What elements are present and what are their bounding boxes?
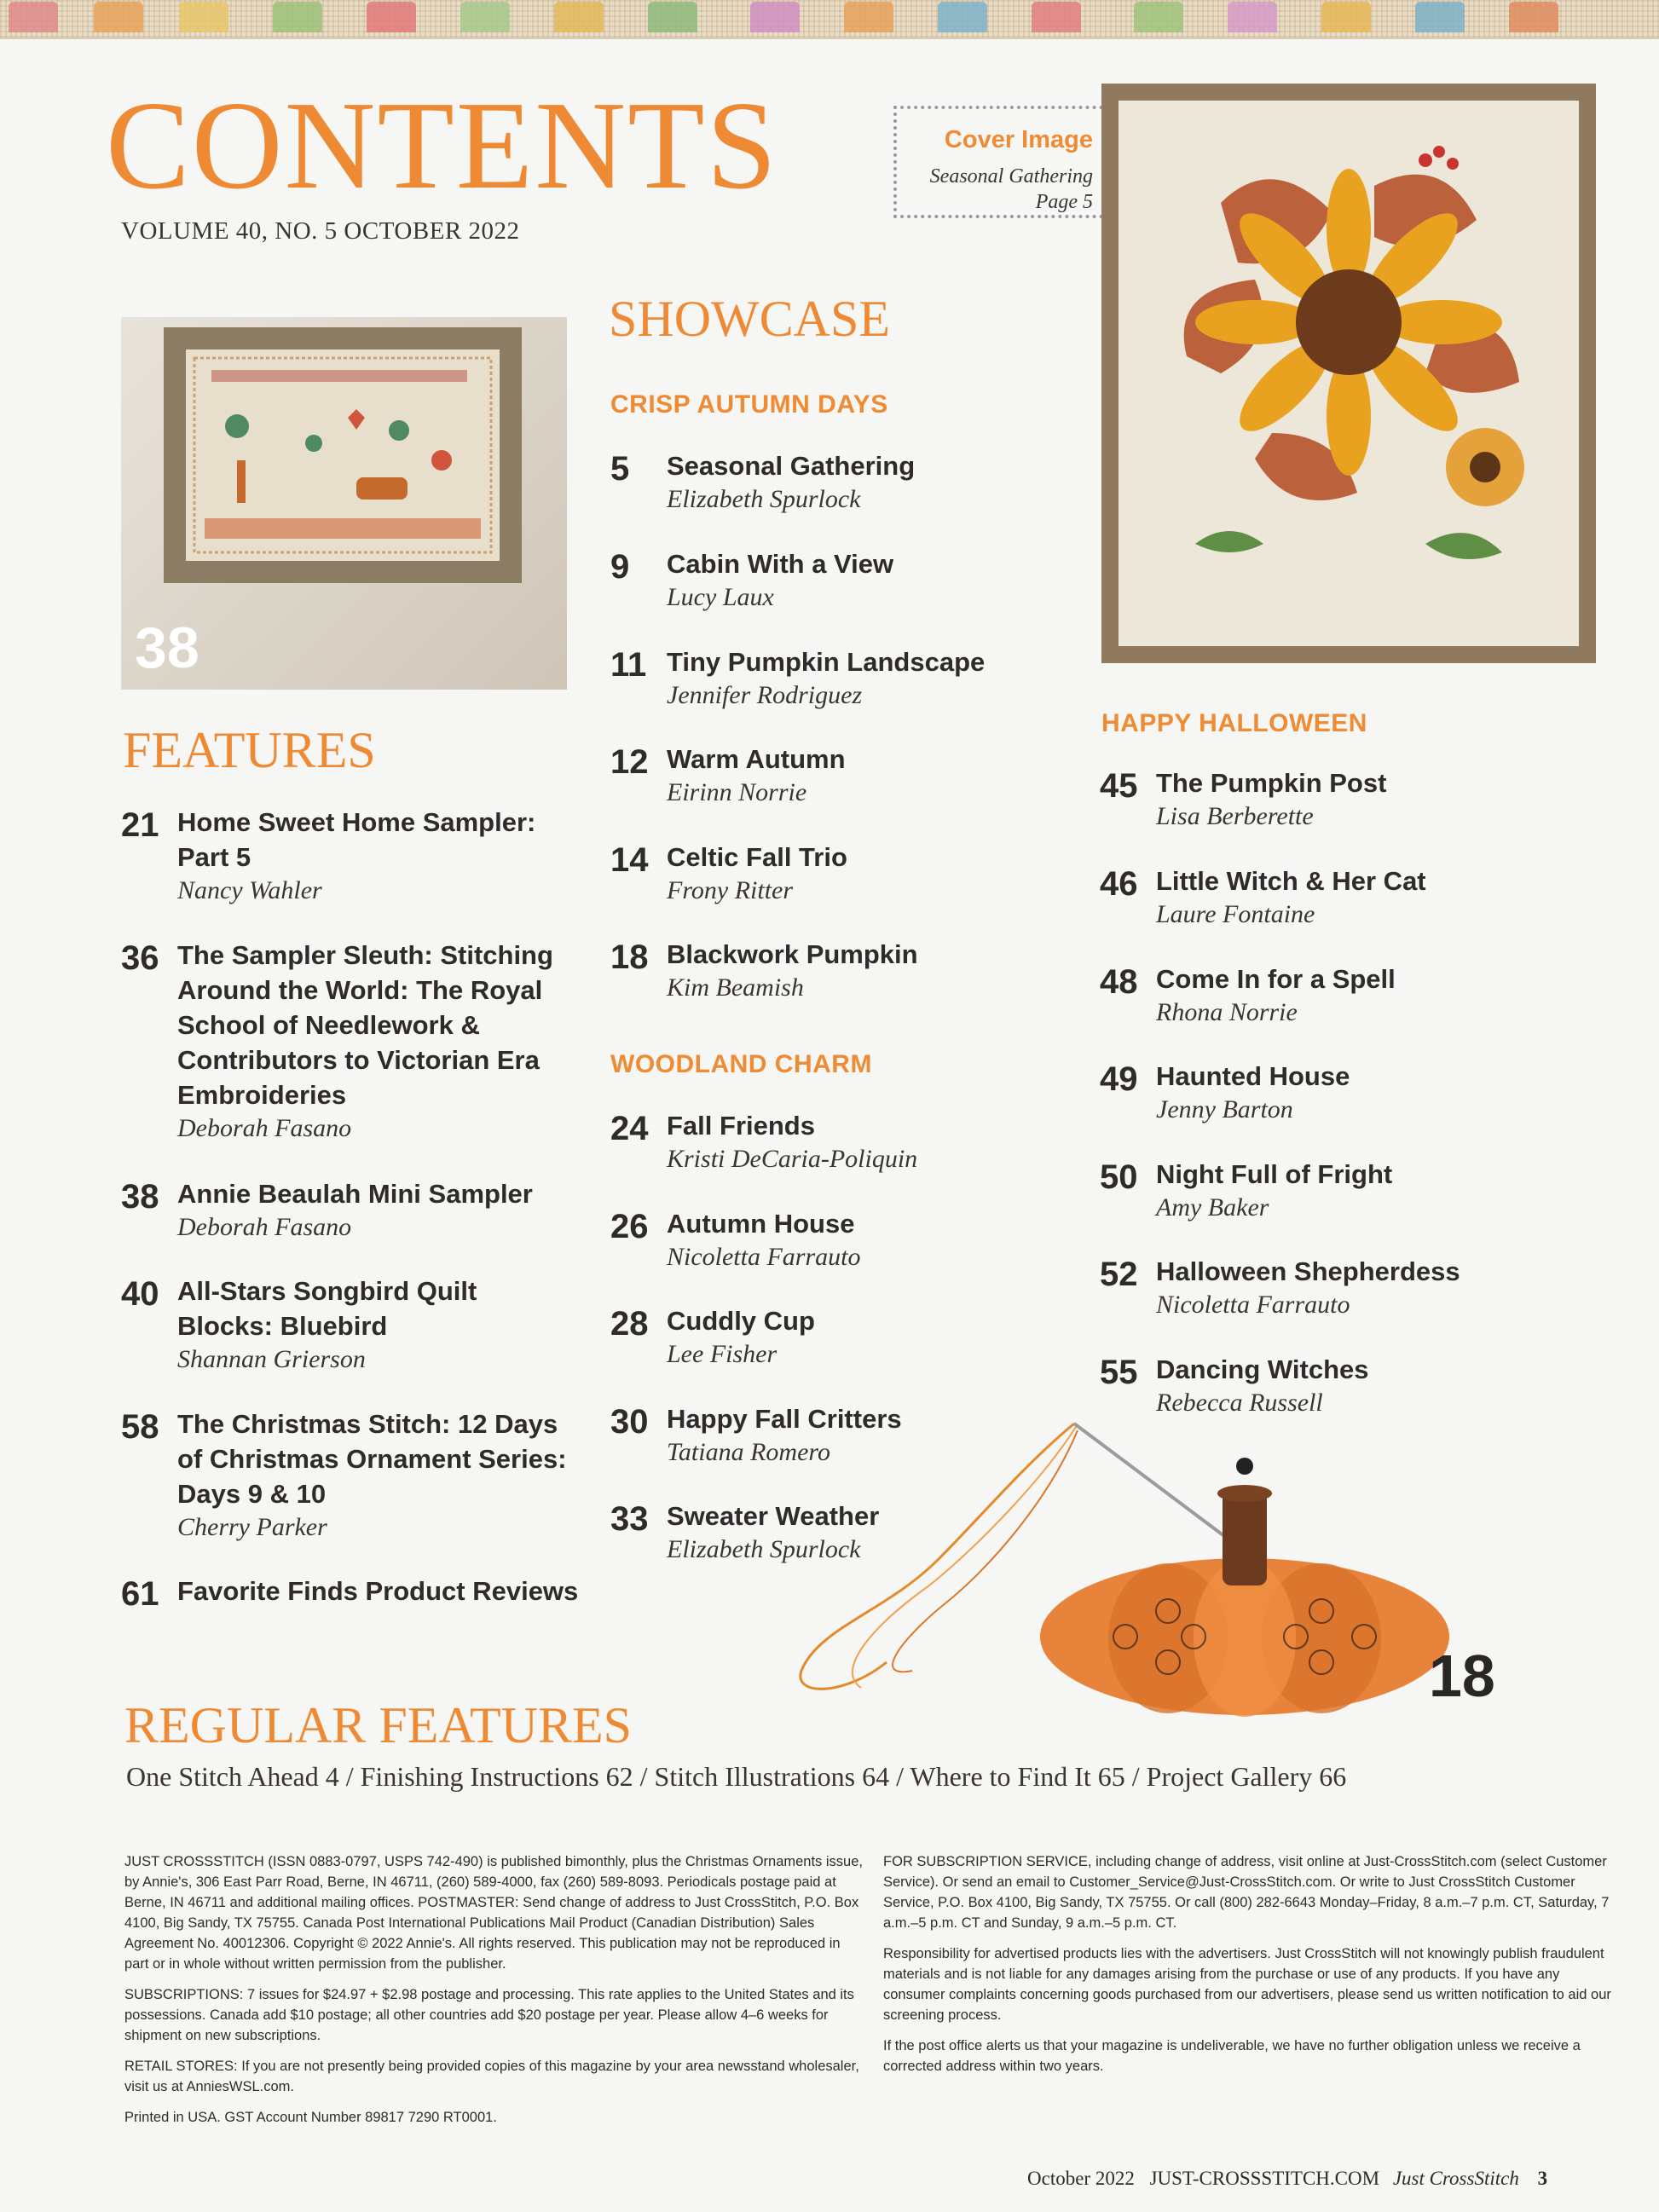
toc-title: Happy Fall Critters	[667, 1404, 902, 1434]
stitch-motif	[94, 2, 143, 32]
cover-project-title: Seasonal Gathering	[929, 165, 1093, 188]
stitch-motif	[273, 2, 322, 32]
cross-stitch-border-strip	[0, 0, 1659, 39]
toc-author: Elizabeth Spurlock	[667, 485, 861, 513]
happy-halloween-heading: HAPPY HALLOWEEN	[1101, 709, 1367, 737]
toc-entry[interactable]	[610, 1303, 1054, 1369]
page-title: CONTENTS	[106, 76, 778, 216]
toc-page-number: 49	[1100, 1060, 1138, 1098]
toc-title: Favorite Finds Product Reviews	[177, 1576, 579, 1606]
toc-title: Cabin With a View	[667, 549, 894, 579]
retail-stores-info: RETAIL STORES: If you are not presently being provided copies of this magazine by your area newsstand wholesaler, visit us at AnniesWSL.com.	[124, 2059, 859, 2094]
toc-page-number: 58	[121, 1408, 159, 1446]
footer-website: JUST-CROSSSTITCH.COM	[1149, 2168, 1380, 2189]
toc-author: Nicoletta Farrauto	[667, 1243, 861, 1271]
toc-page-number: 52	[1100, 1256, 1138, 1293]
stitch-motif	[179, 2, 228, 32]
toc-author: Frony Ritter	[667, 876, 794, 904]
toc-title: Tiny Pumpkin Landscape	[667, 647, 986, 677]
toc-author: Kim Beamish	[667, 973, 804, 1002]
toc-page-number: 12	[610, 743, 649, 781]
toc-author: Rhona Norrie	[1156, 998, 1298, 1026]
toc-title: The Christmas Stitch: 12 Days of Christmas Ornament Series: Days 9 & 10	[177, 1409, 567, 1509]
toc-entry[interactable]	[1100, 765, 1577, 831]
toc-page-number: 28	[610, 1305, 649, 1343]
regular-features-list: One Stitch Ahead 4 / Finishing Instructions 62 / Stitch Illustrations 64 / Where to Find It 65 / Project Gallery 66	[126, 1761, 1347, 1792]
cover-sunflower-artwork	[1101, 84, 1596, 663]
stitch-motif	[1509, 2, 1558, 32]
stitch-motif	[554, 2, 604, 32]
toc-entry[interactable]	[610, 1206, 1054, 1272]
cover-image-label: Cover Image	[944, 126, 1093, 153]
toc-page-number: 55	[1100, 1354, 1138, 1391]
toc-title: Annie Beaulah Mini Sampler	[177, 1179, 533, 1209]
stitch-motif	[9, 2, 58, 32]
stitch-motif	[1321, 2, 1371, 32]
stitch-motif	[1032, 2, 1081, 32]
printed-in-info: Printed in USA. GST Account Number 89817 7290 RT0001.	[124, 2110, 497, 2125]
toc-page-number: 46	[1100, 865, 1138, 903]
toc-page-number: 48	[1100, 963, 1138, 1001]
stitch-motif	[460, 2, 510, 32]
toc-author: Lisa Berberette	[1156, 802, 1314, 830]
toc-title: Celtic Fall Trio	[667, 842, 847, 872]
page-footer	[1027, 2168, 1547, 2190]
toc-author: Lee Fisher	[667, 1340, 777, 1368]
toc-title: Autumn House	[667, 1209, 855, 1239]
toc-entry[interactable]	[121, 1273, 564, 1374]
toc-title: Sweater Weather	[667, 1501, 880, 1531]
toc-title: All-Stars Songbird Quilt Blocks: Bluebird	[177, 1276, 477, 1341]
toc-author: Jennifer Rodriguez	[667, 681, 863, 709]
toc-entry[interactable]	[1100, 1254, 1577, 1320]
toc-entry[interactable]	[610, 1108, 1071, 1174]
cover-image-callout	[893, 106, 1110, 218]
woodland-charm-heading: WOODLAND CHARM	[610, 1050, 872, 1078]
features-heading: FEATURES	[123, 722, 376, 778]
toc-author: Kristi DeCaria-Poliquin	[667, 1145, 918, 1173]
toc-title: Night Full of Fright	[1156, 1159, 1393, 1189]
subscriptions-info: SUBSCRIPTIONS: 7 issues for $24.97 + $2.98 postage and processing. This rate applies to the United States and its possessions. Canada add $10 postage; all other countries add $20 postage per year. Please allow 4–6 weeks for shipment on new subscriptions.	[124, 1987, 854, 2043]
toc-title: Halloween Shepherdess	[1156, 1256, 1460, 1286]
stitch-motif	[1415, 2, 1465, 32]
toc-entry[interactable]	[610, 448, 1054, 514]
toc-entry[interactable]	[121, 1574, 616, 1613]
toc-page-number: 21	[121, 806, 159, 844]
toc-entry[interactable]	[1100, 1059, 1577, 1124]
toc-page-number: 30	[610, 1403, 649, 1441]
toc-title: Little Witch & Her Cat	[1156, 866, 1426, 896]
toc-page-number: 5	[610, 450, 630, 488]
advertiser-responsibility: Responsibility for advertised products lies with the advertisers. Just CrossStitch will not knowingly publish fraudulent materials and is not liable for any damages arising from the purchase or use of any products. If you have any consumer complaints concerning goods purchased from our advertisers, please send us written notification to aid our screening process.	[883, 1946, 1611, 2023]
toc-entry[interactable]	[610, 546, 1054, 612]
publisher-info-right	[883, 1851, 1621, 2087]
toc-page-number: 18	[610, 939, 649, 976]
sampler-photo-page-number: 38	[135, 615, 199, 680]
sampler-stitching-icon	[186, 349, 500, 561]
toc-author: Laure Fontaine	[1156, 900, 1315, 928]
toc-page-number: 9	[610, 548, 630, 586]
toc-title: Home Sweet Home Sampler: Part 5	[177, 807, 536, 872]
toc-entry[interactable]	[121, 805, 581, 905]
toc-author: Amy Baker	[1156, 1193, 1269, 1222]
toc-entry[interactable]	[1100, 1352, 1577, 1418]
toc-author: Nicoletta Farrauto	[1156, 1291, 1350, 1319]
toc-page-number: 11	[610, 646, 647, 684]
toc-page-number: 50	[1100, 1158, 1138, 1196]
footer-page-number: 3	[1537, 2168, 1548, 2189]
toc-entry[interactable]	[121, 938, 581, 1143]
stitch-motif	[648, 2, 697, 32]
toc-author: Deborah Fasano	[177, 1114, 352, 1142]
pumpkin-photo-page-number: 18	[1429, 1643, 1495, 1709]
toc-title: Fall Friends	[667, 1111, 815, 1141]
toc-author: Eirinn Norrie	[667, 778, 807, 806]
publication-statement: JUST CROSSSTITCH (ISSN 0883-0797, USPS 742-490) is published bimonthly, plus the Christmas Ornaments issue, by Annie's, 306 East Parr Road, Berne, IN 46711, (260) 589-4000, fax (260) 589-8093. Periodicals postage paid at Berne, IN 46711 and additional mailing offices. POSTMASTER: Send change of address to Just CrossStitch, P.O. Box 4100, Big Sandy, TX 75755. Canada Post International Publications Mail Product (Canadian Distribution) Sales Agreement No. 40012306. Copyright © 2022 Annie's. All rights reserved. This publication may not be reproduced in part or in whole without written permission from the publisher.	[124, 1854, 863, 1972]
toc-entry[interactable]	[610, 840, 1054, 905]
toc-author: Lucy Laux	[667, 583, 774, 611]
sampler-photo	[121, 317, 567, 690]
toc-entry[interactable]	[610, 644, 1054, 710]
toc-entry[interactable]	[1100, 863, 1577, 929]
sunflower-icon	[1119, 101, 1579, 646]
publisher-info-left	[124, 1851, 866, 2138]
toc-entry[interactable]	[1100, 962, 1577, 1027]
toc-title: Warm Autumn	[667, 744, 846, 774]
toc-entry[interactable]	[121, 1176, 598, 1242]
toc-author: Nancy Wahler	[177, 876, 322, 904]
toc-entry[interactable]	[1100, 1157, 1577, 1222]
toc-author: Tatiana Romero	[667, 1438, 830, 1466]
toc-page-number: 36	[121, 939, 159, 977]
toc-title: Come In for a Spell	[1156, 964, 1396, 994]
cover-page-ref: Page 5	[1035, 191, 1093, 213]
toc-title: The Pumpkin Post	[1156, 768, 1387, 798]
issue-volume-line: VOLUME 40, NO. 5 OCTOBER 2022	[121, 217, 520, 245]
toc-title: Seasonal Gathering	[667, 451, 916, 481]
stitch-motif	[938, 2, 987, 32]
regular-features-heading: REGULAR FEATURES	[124, 1697, 633, 1753]
toc-entry[interactable]	[121, 1406, 581, 1542]
toc-entry[interactable]	[610, 742, 1054, 807]
toc-page-number: 26	[610, 1208, 649, 1245]
undeliverable-notice: If the post office alerts us that your magazine is undeliverable, we have no further obligation unless we receive a corrected address within two years.	[883, 2038, 1581, 2074]
toc-page-number: 45	[1100, 767, 1138, 805]
toc-page-number: 33	[610, 1500, 649, 1538]
subscription-service-info: FOR SUBSCRIPTION SERVICE, including change of address, visit online at Just-CrossStitch.com (select Customer Service). Or send an email to Customer_Service@Just-CrossStitch.com. Or write to Just CrossStitch Customer Service, P.O. Box 4100, Big Sandy, TX 75755. Or call (800) 282-6643 Monday–Friday, 8 a.m.–7 p.m. CT, Saturday, 7 a.m.–5 p.m. CT and Sunday, 9 a.m.–5 p.m. CT.	[883, 1854, 1610, 1931]
footer-date: October 2022	[1027, 2168, 1135, 2189]
stitch-motif	[1134, 2, 1183, 32]
toc-author: Shannan Grierson	[177, 1345, 366, 1373]
showcase-heading: SHOWCASE	[609, 291, 891, 347]
pumpkin-pincushion-icon	[767, 1415, 1517, 1722]
stitch-motif	[844, 2, 893, 32]
sampler-frame	[164, 327, 522, 583]
toc-page-number: 24	[610, 1110, 649, 1147]
toc-page-number: 40	[121, 1275, 159, 1313]
toc-page-number: 14	[610, 841, 649, 879]
toc-title: Haunted House	[1156, 1061, 1350, 1091]
toc-title: The Sampler Sleuth: Stitching Around the World: The Royal School of Needlework & Contributors to Victorian Era Embroideries	[177, 940, 553, 1110]
toc-author: Cherry Parker	[177, 1513, 327, 1541]
crisp-autumn-days-heading: CRISP AUTUMN DAYS	[610, 390, 888, 419]
toc-author: Deborah Fasano	[177, 1213, 352, 1241]
toc-page-number: 61	[121, 1575, 159, 1613]
toc-title: Blackwork Pumpkin	[667, 939, 918, 969]
toc-author: Rebecca Russell	[1156, 1389, 1323, 1417]
toc-page-number: 38	[121, 1178, 159, 1216]
toc-title: Cuddly Cup	[667, 1306, 815, 1336]
toc-title: Dancing Witches	[1156, 1354, 1369, 1384]
stitch-motif	[750, 2, 800, 32]
footer-magazine-name: Just CrossStitch	[1392, 2168, 1519, 2189]
toc-author: Elizabeth Spurlock	[667, 1535, 861, 1563]
toc-author: Jenny Barton	[1156, 1095, 1293, 1123]
stitch-motif	[367, 2, 416, 32]
toc-entry[interactable]	[610, 937, 1054, 1002]
stitch-motif	[1228, 2, 1277, 32]
